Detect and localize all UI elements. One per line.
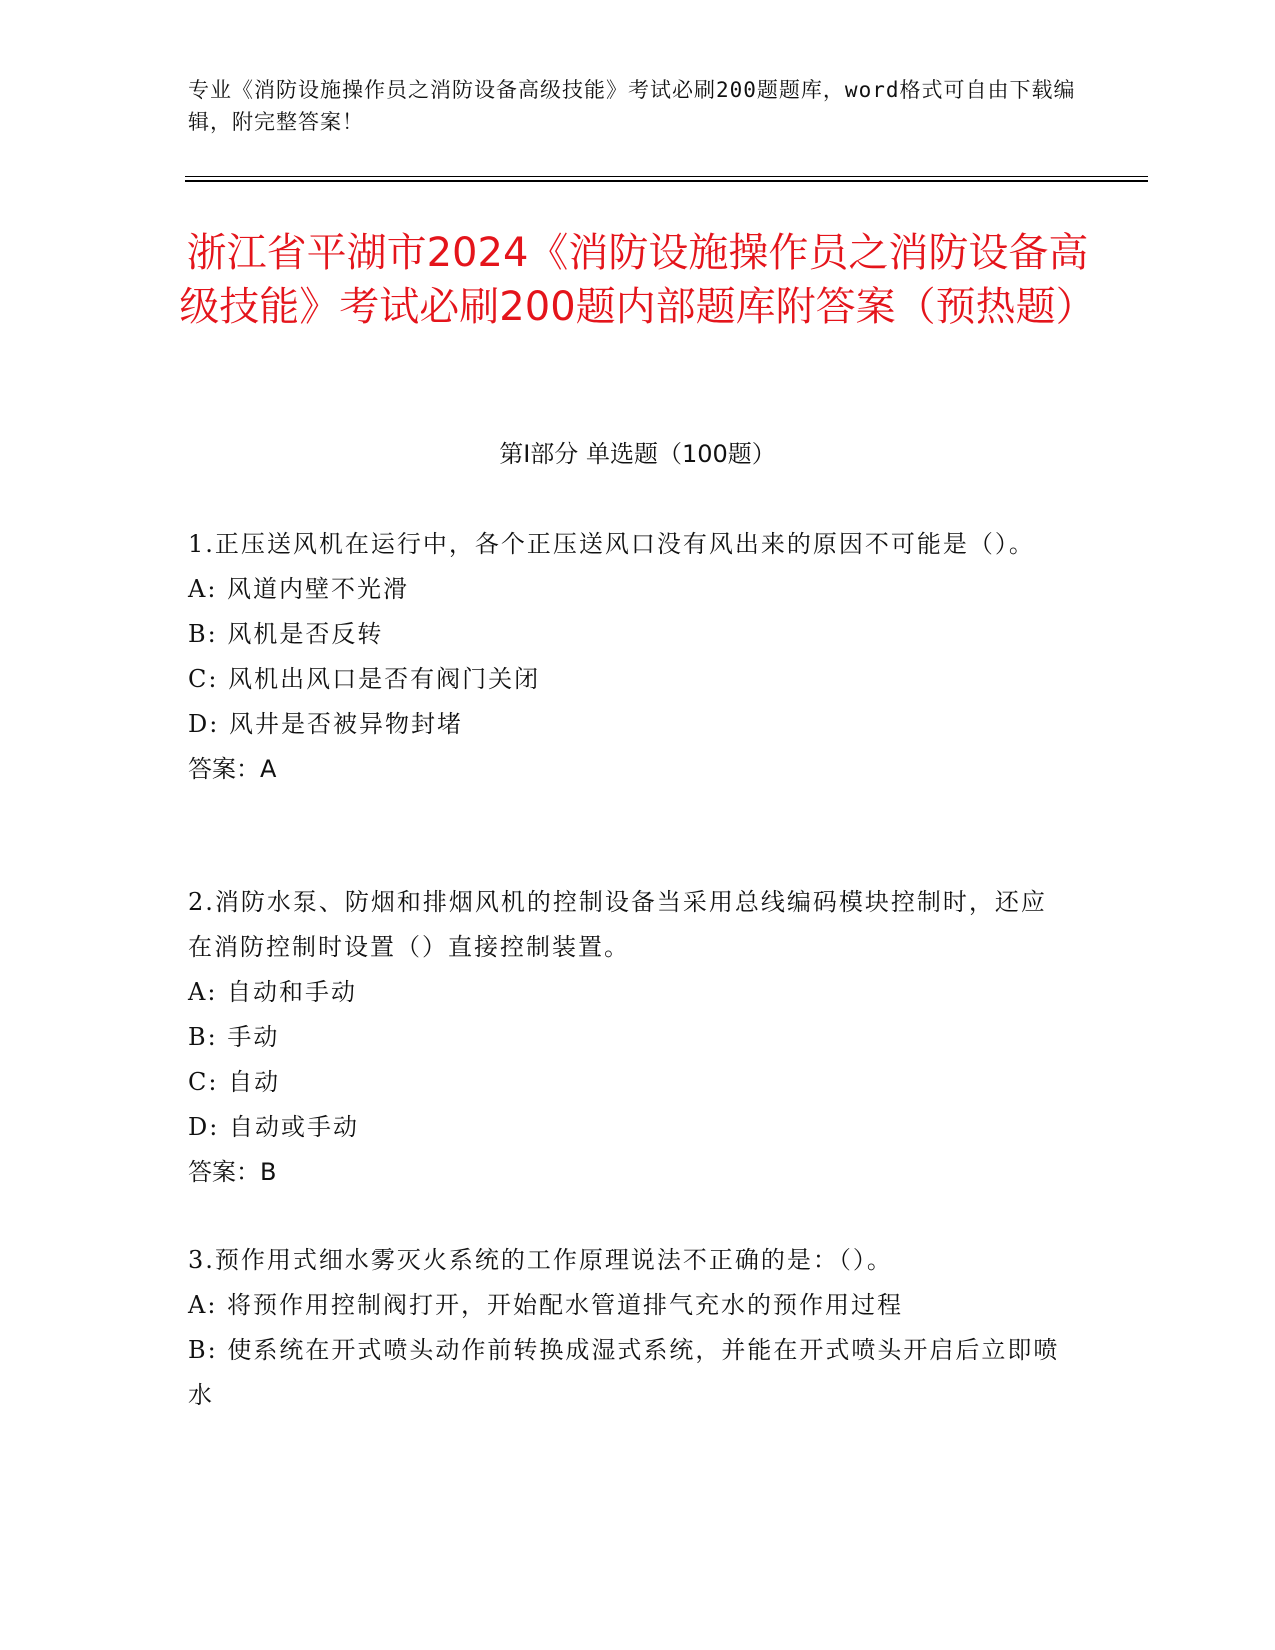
option-a: A: 将预作用控制阀打开，开始配水管道排气充水的预作用过程 <box>188 1291 904 1319</box>
header-rule-thin <box>185 176 1148 177</box>
question-stem: 2.消防水泵、防烟和排烟风机的控制设备当采用总线编码模块控制时，还应在消防控制时设置（）直接控制装置。 <box>188 888 1047 961</box>
option-d: D: 风井是否被异物封堵 <box>188 710 463 738</box>
option-b: B: 风机是否反转 <box>188 620 384 648</box>
option-a: A: 自动和手动 <box>188 978 358 1006</box>
question-stem: 3.预作用式细水雾灭火系统的工作原理说法不正确的是：（）。 <box>188 1246 893 1274</box>
answer: 答案：B <box>188 1158 277 1186</box>
option-b: B: 手动 <box>188 1023 280 1051</box>
document-title: 浙江省平湖市2024《消防设施操作员之消防设备高级技能》考试必刷200题内部题库附答案（预热题） <box>179 230 1096 330</box>
question-3 <box>188 1238 1068 1418</box>
section-heading: 第Ⅰ部分 单选题（100题） <box>499 440 776 468</box>
option-a: A: 风道内壁不光滑 <box>188 575 410 603</box>
option-c: C: 自动 <box>188 1068 281 1096</box>
header-rule-thick <box>185 180 1148 182</box>
header-intro: 专业《消防设施操作员之消防设备高级技能》考试必刷200题题库，word格式可自由下载编辑，附完整答案！ <box>188 78 1076 134</box>
option-b: B: 使系统在开式喷头动作前转换成湿式系统，并能在开式喷头开启后立即喷水 <box>188 1336 1060 1409</box>
option-c: C: 风机出风口是否有阀门关闭 <box>188 665 541 693</box>
question-stem: 1.正压送风机在运行中，各个正压送风口没有风出来的原因不可能是（）。 <box>188 530 1035 558</box>
question-2 <box>188 880 1068 1195</box>
question-1 <box>188 522 1068 792</box>
answer: 答案：A <box>188 755 277 783</box>
option-d: D: 自动或手动 <box>188 1113 359 1141</box>
